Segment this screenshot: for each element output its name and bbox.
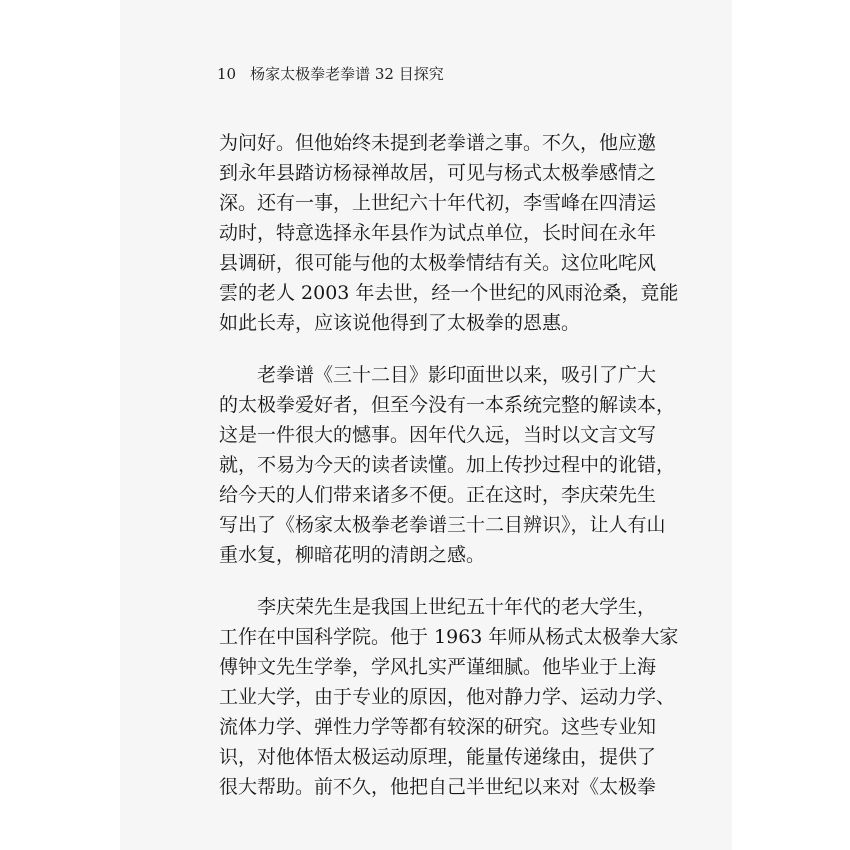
text-line: 雲的老人 2003 年去世，经一个世纪的风雨沧桑，竟能 (219, 282, 679, 304)
text-line: 就，不易为今天的读者读懂。加上传抄过程中的讹错， (219, 454, 676, 476)
text-line: 很大帮助。前不久，他把自己半世纪以来对《太极拳 (219, 776, 657, 798)
text-line: 给今天的人们带来诸多不便。正在这时，李庆荣先生 (219, 484, 657, 506)
body-text (219, 128, 679, 824)
text-line: 深。还有一事，上世纪六十年代初，李雪峰在四清运 (219, 192, 657, 214)
text-line: 流体力学、弹性力学等都有较深的研究。这些专业知 (219, 716, 657, 738)
running-header (217, 64, 444, 84)
text-line: 为问好。但他始终未提到老拳谱之事。不久，他应邀 (219, 132, 657, 154)
text-line: 工业大学，由于专业的原因，他对静力学、运动力学、 (219, 686, 676, 708)
text-line: 这是一件很大的憾事。因年代久远，当时以文言文写 (219, 424, 657, 446)
text-line: 老拳谱《三十二目》影印面世以来，吸引了广大 (257, 364, 657, 386)
text-line: 动时，特意选择永年县作为试点单位，长时间在永年 (219, 222, 657, 244)
text-line: 重水复，柳暗花明的清朗之感。 (219, 544, 486, 566)
paragraph-2 (219, 360, 676, 570)
text-line: 写出了《杨家太极拳老拳谱三十二目辨识》，让人有山 (219, 514, 666, 536)
text-line: 的太极拳爱好者，但至今没有一本系统完整的解读本， (219, 394, 676, 416)
text-line: 县调研，很可能与他的太极拳情结有关。这位叱咤风 (219, 252, 657, 274)
text-line: 到永年县踏访杨禄禅故居，可见与杨式太极拳感情之 (219, 162, 657, 184)
running-title: 杨家太极拳老拳谱 32 目探究 (250, 65, 444, 83)
text-line: 工作在中国科学院。他于 1963 年师从杨式太极拳大家 (219, 626, 679, 648)
paragraph-1 (219, 128, 679, 338)
text-line: 如此长寿，应该说他得到了太极拳的恩惠。 (219, 312, 581, 334)
text-line: 傅钟文先生学拳，学风扎实严谨细腻。他毕业于上海 (219, 656, 657, 678)
page-number: 10 (217, 65, 237, 83)
paragraph-3 (219, 592, 679, 802)
text-line: 李庆荣先生是我国上世纪五十年代的老大学生， (257, 596, 657, 618)
text-line: 识，对他体悟太极运动原理，能量传递缘由，提供了 (219, 746, 657, 768)
